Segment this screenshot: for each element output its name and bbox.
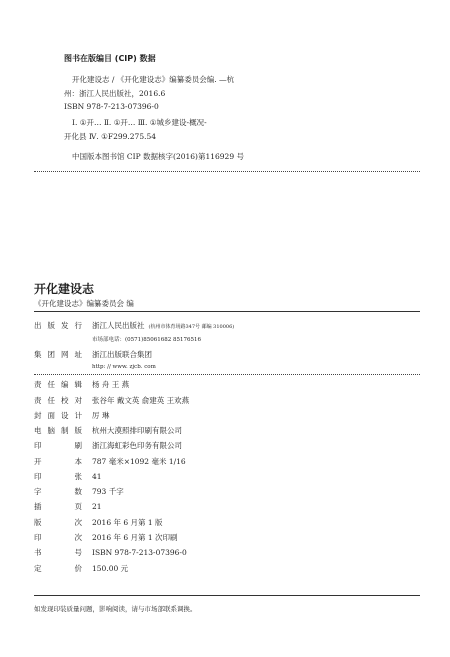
- credit-row: [34, 547, 187, 558]
- publisher-row: [34, 320, 234, 331]
- credit-value: ISBN 978-7-213-07396-0: [92, 548, 187, 557]
- publisher-address: (杭州市体育场路347号 邮编 310006): [148, 324, 235, 330]
- group-row: [34, 349, 152, 360]
- credit-label: 插页: [34, 502, 82, 511]
- cip-line-6: 中国版本图书馆 CIP 数据核字(2016)第116929 号: [72, 152, 244, 161]
- credit-value: 杭州大漠照排印刷有限公司: [92, 426, 182, 435]
- cip-title: 图书在版编目 (CIP) 数据: [64, 54, 156, 63]
- book-title: 开化建设志: [34, 282, 95, 296]
- credit-row: [34, 395, 189, 406]
- credit-label: 版次: [34, 518, 82, 527]
- credit-row: [34, 501, 102, 512]
- credit-row: [34, 410, 109, 421]
- credit-label: 开本: [34, 457, 82, 466]
- credit-row: [34, 456, 186, 467]
- group-name: 浙江出版联合集团: [92, 350, 152, 359]
- group-label: 集团网址: [34, 350, 82, 359]
- bottom-divider: [34, 595, 420, 596]
- publisher-label: 出版发行: [34, 321, 82, 330]
- credit-value: 793 千字: [92, 487, 124, 496]
- credit-label: 责任校对: [34, 396, 82, 405]
- cip-line-4: Ⅰ. ①开… Ⅱ. ①开… Ⅲ. ①城乡建设-概况-: [72, 118, 207, 127]
- credit-row: [34, 563, 128, 574]
- credit-value: 浙江海虹彩色印务有限公司: [92, 441, 182, 450]
- credit-value: 41: [92, 472, 102, 481]
- cip-line-2: 州：浙江人民出版社，2016.6: [64, 89, 166, 98]
- credit-label: 印次: [34, 533, 82, 542]
- credit-label: 印张: [34, 472, 82, 481]
- book-author: 《开化建设志》编纂委员会 编: [34, 299, 134, 308]
- credit-label: 印刷: [34, 441, 82, 450]
- credit-label: 封面设计: [34, 411, 82, 420]
- title-divider: [34, 311, 420, 312]
- group-divider: [34, 374, 420, 375]
- cip-line-5: 开化县 Ⅳ. ①F299.275.54: [64, 132, 157, 141]
- publisher-name: 浙江人民出版社: [92, 321, 145, 330]
- quality-notice: 如发现印装质量问题，影响阅读，请与市场部联系调换。: [34, 605, 197, 613]
- credit-value: 150.00 元: [92, 564, 129, 573]
- credit-label: 定价: [34, 564, 82, 573]
- publisher-phone: 市场部电话：(0571)85061682 85176516: [92, 337, 202, 343]
- credit-row: [34, 440, 182, 451]
- credit-row: [34, 379, 129, 390]
- credit-value: 2016 年 6 月第 1 次印刷: [92, 533, 178, 542]
- credit-row: [34, 425, 182, 436]
- credit-label: 书号: [34, 548, 82, 557]
- credit-row: [34, 517, 163, 528]
- credit-value: 张谷年 戴文英 俞建英 王欢燕: [92, 396, 190, 405]
- credit-value: 787 毫米×1092 毫米 1/16: [92, 457, 186, 466]
- credit-label: 电脑制版: [34, 426, 82, 435]
- credit-label: 字数: [34, 487, 82, 496]
- credit-row: [34, 532, 178, 543]
- credit-value: 21: [92, 502, 102, 511]
- credit-value: 厉 琳: [92, 411, 110, 420]
- group-url: http: // www. zjcb. com: [92, 364, 156, 370]
- credit-row: [34, 486, 124, 497]
- credit-value: 杨 舟 王 燕: [92, 380, 130, 389]
- credit-row: [34, 471, 102, 482]
- cip-line-3: ISBN 978-7-213-07396-0: [64, 102, 159, 111]
- cip-divider: [34, 171, 420, 172]
- cip-line-1: 开化建设志 / 《开化建设志》编纂委员会编. —杭: [72, 75, 235, 84]
- credit-label: 责任编辑: [34, 380, 82, 389]
- credit-value: 2016 年 6 月第 1 版: [92, 518, 163, 527]
